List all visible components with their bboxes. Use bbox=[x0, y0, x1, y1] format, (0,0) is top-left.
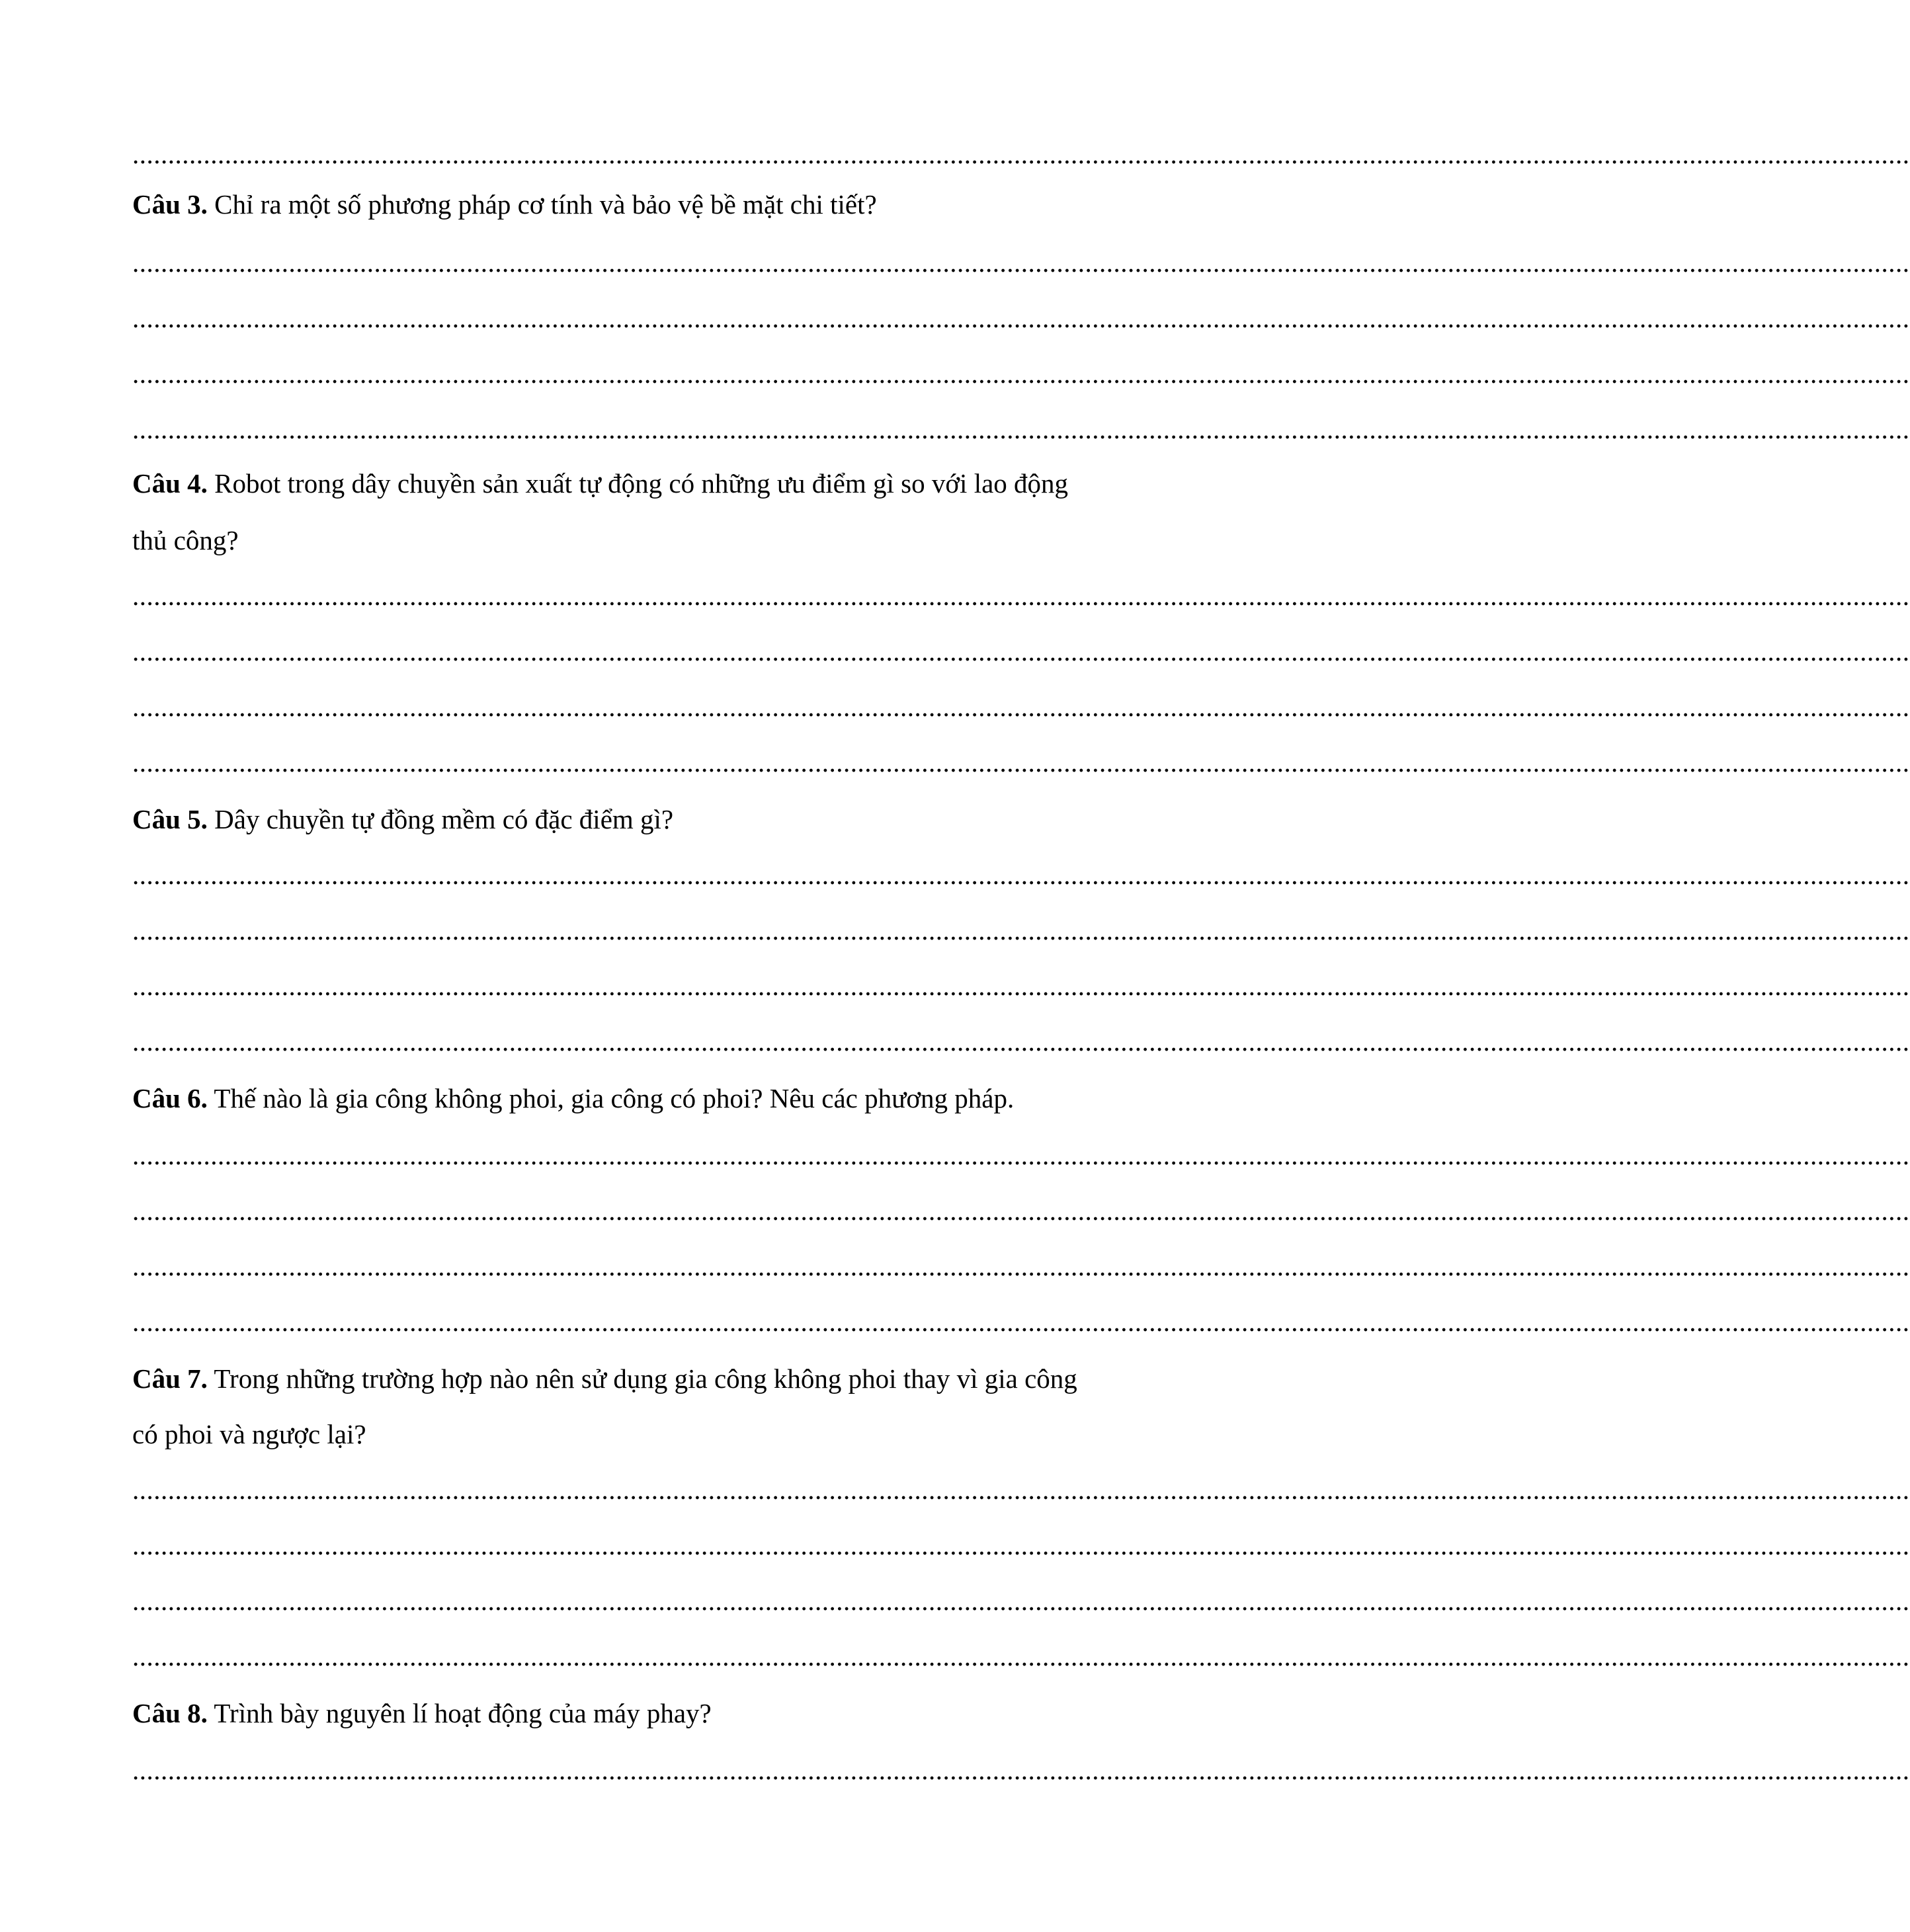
question-8-label: Câu 8. bbox=[132, 1698, 208, 1728]
answer-line: .......................................................................................................................................................................................................................................................... bbox=[132, 1140, 1910, 1170]
answer-line: .......................................................................................................................................................................................................................................................... bbox=[132, 581, 1910, 611]
question-3-label: Câu 3. bbox=[132, 189, 208, 220]
answer-line: .......................................................................................................................................................................................................................................................... bbox=[132, 1474, 1910, 1505]
question-3 bbox=[132, 188, 1234, 221]
answer-line: .......................................................................................................................................................................................................................................................... bbox=[132, 692, 1910, 722]
answer-line: .......................................................................................................................................................................................................................................................... bbox=[132, 1755, 1910, 1785]
question-4 bbox=[132, 467, 1234, 500]
question-7-continuation: có phoi và ngược lại? bbox=[132, 1419, 366, 1449]
question-6 bbox=[132, 1082, 1234, 1115]
answer-line: .......................................................................................................................................................................................................................................................... bbox=[132, 747, 1910, 778]
answer-line: .......................................................................................................................................................................................................................................................... bbox=[132, 860, 1910, 890]
question-4-text: Robot trong dây chuyền sản xuất tự động có những ưu điểm gì so với lao động bbox=[207, 468, 1069, 499]
question-7-text: Trong những trường hợp nào nên sử dụng gia công không phoi thay vì gia công bbox=[207, 1363, 1077, 1394]
question-7-label: Câu 7. bbox=[132, 1363, 208, 1394]
question-8 bbox=[132, 1697, 1234, 1730]
answer-line: .......................................................................................................................................................................................................................................................... bbox=[132, 1586, 1910, 1616]
answer-line: .......................................................................................................................................................................................................................................................... bbox=[132, 414, 1910, 444]
answer-line: .......................................................................................................................................................................................................................................................... bbox=[132, 1251, 1910, 1281]
question-6-text: Thế nào là gia công không phoi, gia công có phoi? Nêu các phương pháp. bbox=[207, 1083, 1015, 1113]
answer-line: .......................................................................................................................................................................................................................................................... bbox=[132, 1641, 1910, 1671]
answer-line: .......................................................................................................................................................................................................................................................... bbox=[132, 1026, 1910, 1057]
question-5-text: Dây chuyền tự đồng mềm có đặc điểm gì? bbox=[207, 804, 674, 834]
question-7 bbox=[132, 1362, 1234, 1395]
answer-line: .......................................................................................................................................................................................................................................................... bbox=[132, 1195, 1910, 1226]
question-5-label: Câu 5. bbox=[132, 804, 208, 834]
answer-line: .......................................................................................................................................................................................................................................................... bbox=[132, 303, 1910, 333]
answer-line: .......................................................................................................................................................................................................................................................... bbox=[132, 1307, 1910, 1337]
answer-line: .......................................................................................................................................................................................................................................................... bbox=[132, 247, 1910, 278]
question-6-label: Câu 6. bbox=[132, 1083, 208, 1113]
question-5 bbox=[132, 803, 1234, 836]
answer-line: .......................................................................................................................................................................................................................................................... bbox=[132, 358, 1910, 389]
question-3-text: Chỉ ra một số phương pháp cơ tính và bảo vệ bề mặt chi tiết? bbox=[207, 189, 877, 220]
question-4-continuation: thủ công? bbox=[132, 525, 239, 555]
answer-line: .......................................................................................................................................................................................................................................................... bbox=[132, 915, 1910, 946]
answer-line: .......................................................................................................................................................................................................................................................... bbox=[132, 636, 1910, 666]
answer-line: .......................................................................................................................................................................................................................................................... bbox=[132, 1530, 1910, 1560]
answer-line: .......................................................................................................................................................................................................................................................... bbox=[132, 139, 1910, 169]
question-8-text: Trình bày nguyên lí hoạt động của máy phay? bbox=[207, 1698, 712, 1728]
worksheet-page bbox=[132, 0, 1910, 1932]
answer-line: .......................................................................................................................................................................................................................................................... bbox=[132, 971, 1910, 1001]
question-4-label: Câu 4. bbox=[132, 468, 208, 499]
